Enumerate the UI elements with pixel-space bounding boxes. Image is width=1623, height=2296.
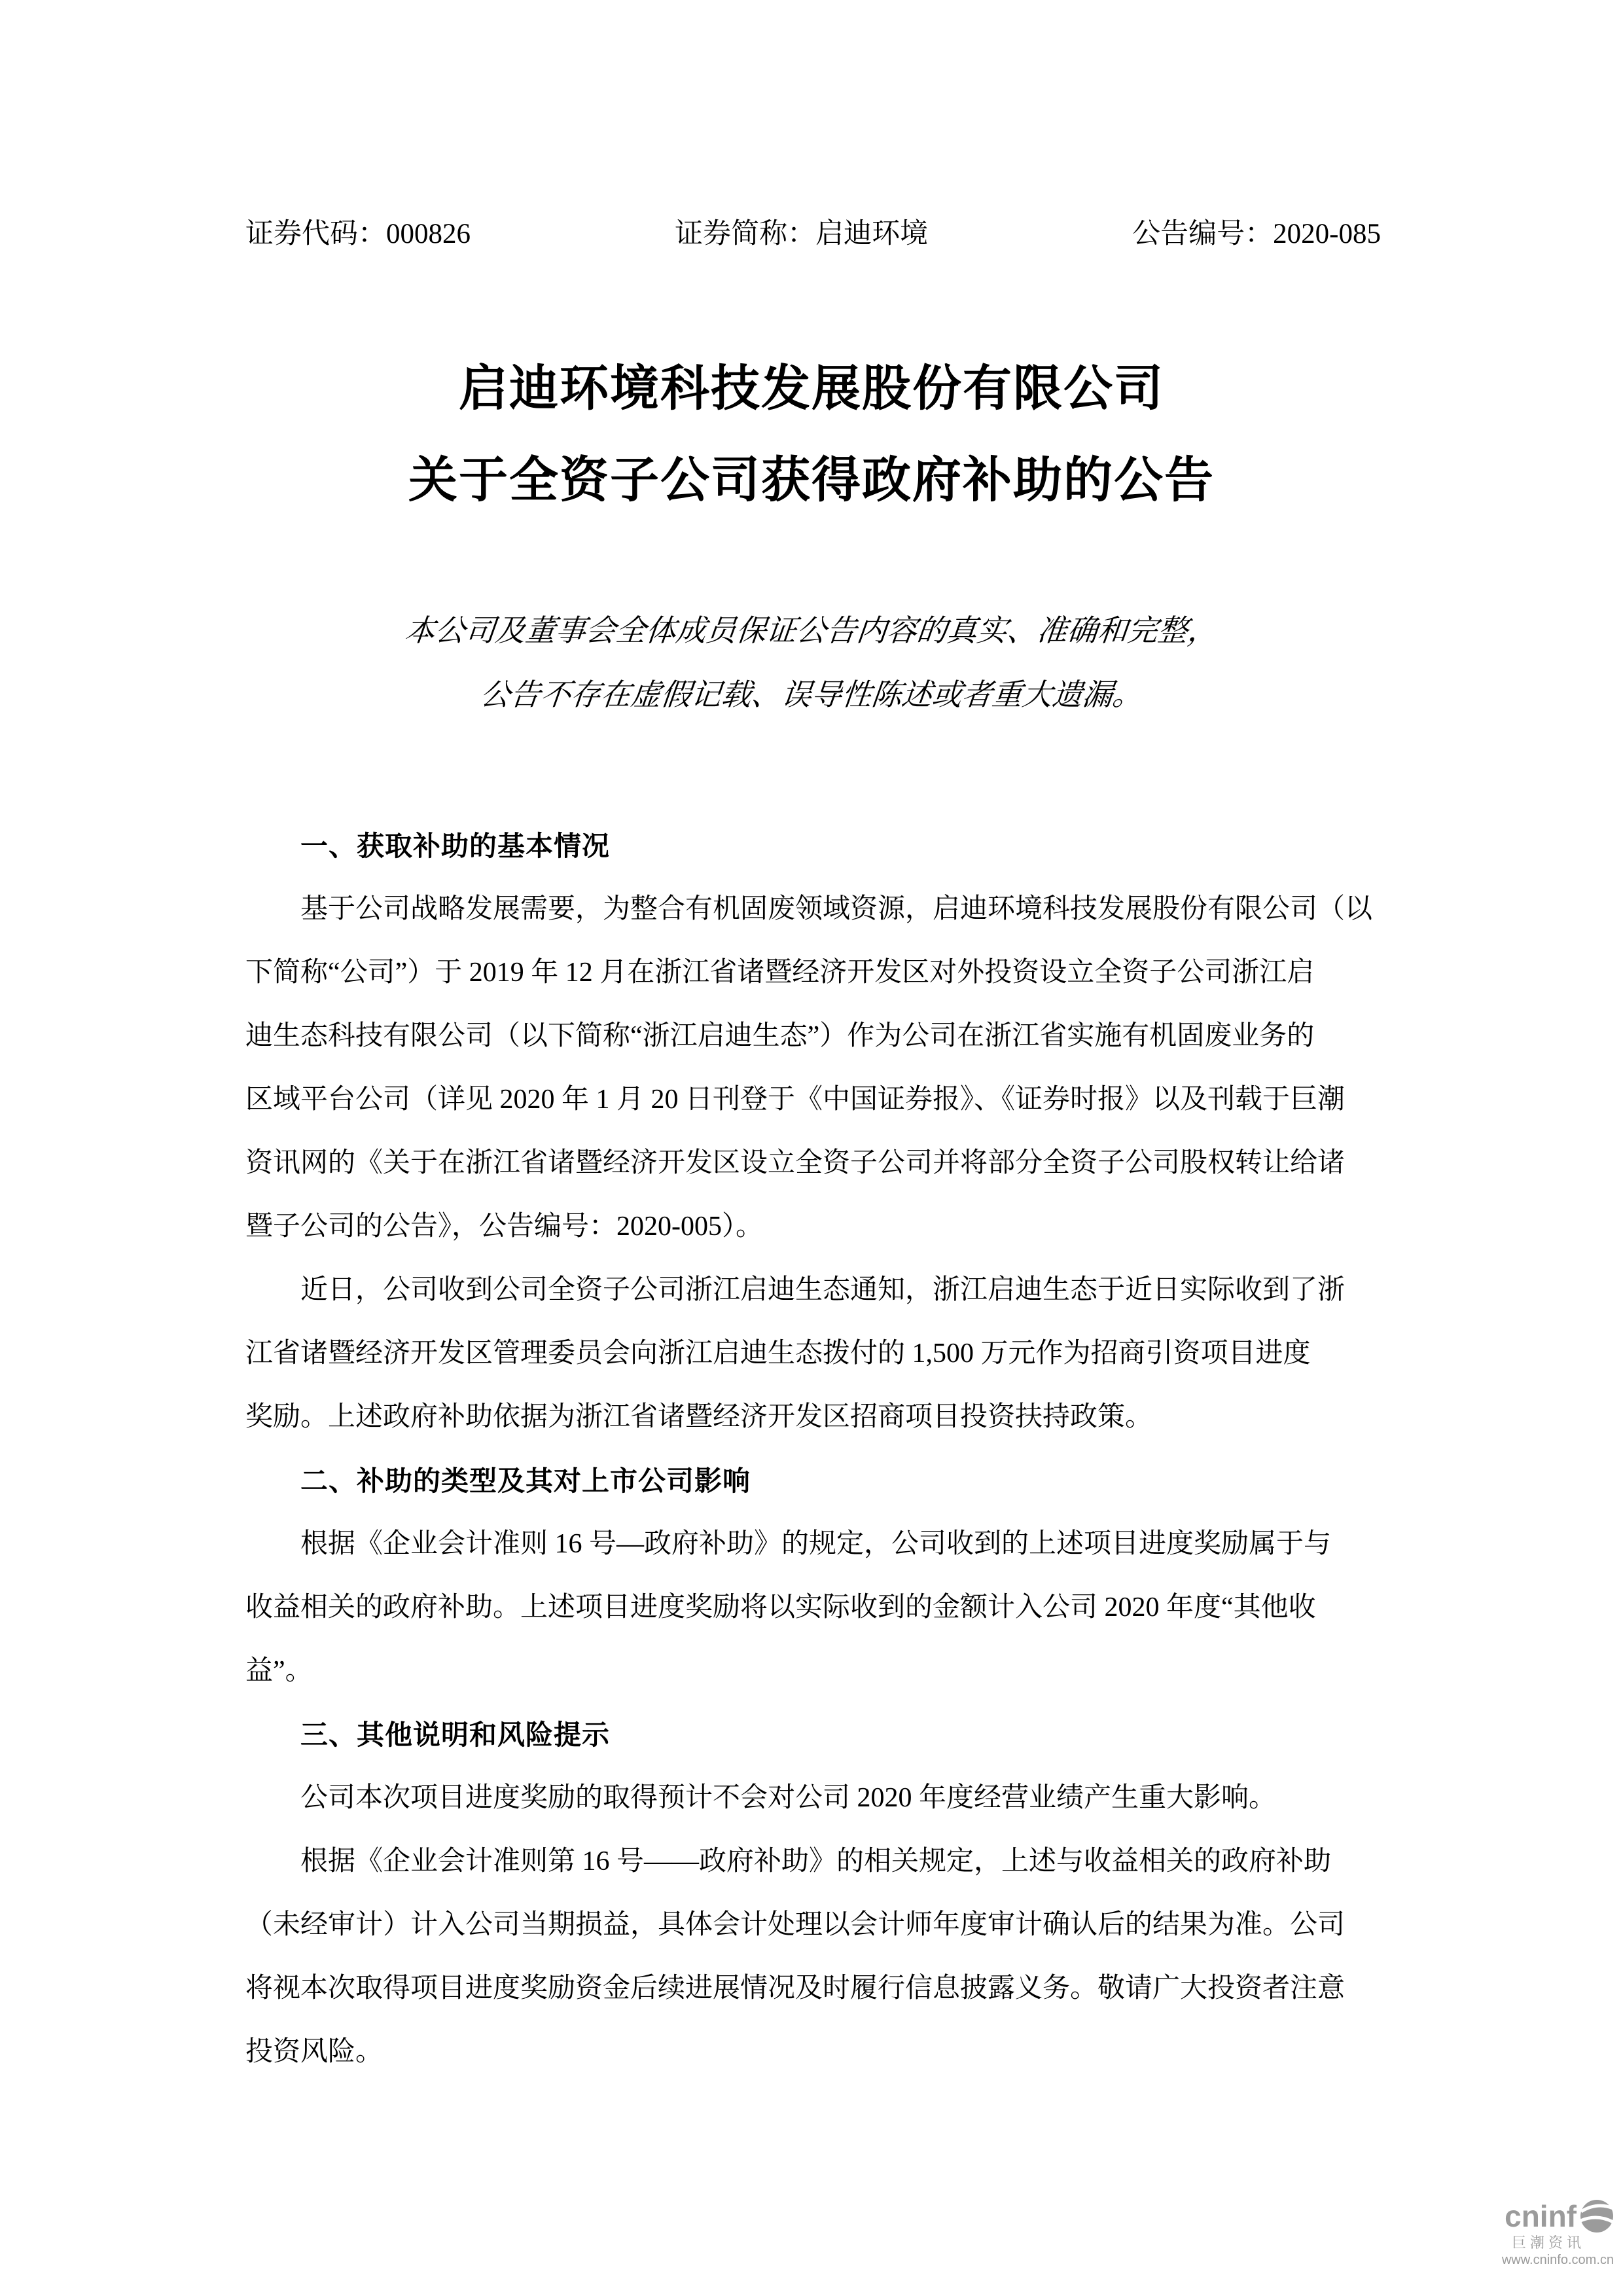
stock-code: 证券代码：000826 <box>245 219 471 249</box>
disclaimer-line-1: 本公司及董事会全体成员保证公告内容的真实、准确和完整， <box>403 614 1220 647</box>
section-3-heading: 三、其他说明和风险提示 <box>300 1719 611 1750</box>
body-line: 暨子公司的公告》，公告编号：2020-005）。 <box>245 1211 763 1242</box>
cninfo-brand-cn: 巨潮资讯 <box>1511 2234 1585 2251</box>
body-line: 近日，公司收到公司全资子公司浙江启迪生态通知，浙江启迪生态于近日实际收到了浙 <box>300 1275 1346 1305</box>
document-body <box>245 814 1387 2084</box>
body-line: 区域平台公司（详见 2020 年 1 月 20 日刊登于《中国证券报》、《证券时报》以及刊载于巨潮 <box>245 1085 1346 1115</box>
body-line: 奖励。上述政府补助依据为浙江省诸暨经济开发区招商项目投资扶持政策。 <box>245 1402 1153 1432</box>
cninfo-brand-text: cninf <box>1505 2199 1577 2233</box>
body-line: 江省诸暨经济开发区管理委员会向浙江启迪生态拨付的 1,500 万元作为招商引资项目进度 <box>245 1338 1311 1369</box>
disclaimer-line-2: 公告不存在虚假记载、误导性陈述或者重大遗漏。 <box>478 678 1145 711</box>
cninfo-url: www.cninfo.com.cn <box>1501 2253 1614 2267</box>
document-header <box>245 217 1381 251</box>
body-line: 将视本次取得项目进度奖励资金后续进展情况及时履行信息披露义务。敬请广大投资者注意 <box>245 1973 1346 2003</box>
stock-name: 证券简称：启迪环境 <box>675 219 929 249</box>
section-2-heading: 二、补助的类型及其对上市公司影响 <box>300 1465 751 1496</box>
body-line: （未经审计）计入公司当期损益，具体会计处理以会计师年度审计确认后的结果为准。公司 <box>245 1910 1346 1940</box>
body-line: 投资风险。 <box>245 2037 383 2067</box>
company-name-title: 启迪环境科技发展股份有限公司 <box>458 361 1164 416</box>
body-line: 迪生态科技有限公司（以下简称“浙江启迪生态”）作为公司在浙江省实施有机固废业务的 <box>245 1021 1315 1051</box>
cninfo-logo <box>1458 2199 1614 2267</box>
cninfo-logo-row <box>1458 2199 1614 2233</box>
body-line: 根据《企业会计准则第 16 号——政府补助》的相关规定，上述与收益相关的政府补助 <box>300 1846 1332 1876</box>
section-1-heading: 一、获取补助的基本情况 <box>300 831 611 861</box>
body-line: 益”。 <box>245 1656 313 1686</box>
body-line: 下简称“公司”）于 2019 年 12 月在浙江省诸暨经济开发区对外投资设立全资子公司浙江启 <box>245 958 1315 988</box>
body-line: 公司本次项目进度奖励的取得预计不会对公司 2020 年度经营业绩产生重大影响。 <box>300 1783 1277 1813</box>
body-line: 收益相关的政府补助。上述项目进度奖励将以实际收到的金额计入公司 2020 年度“其他收 <box>245 1592 1316 1623</box>
body-line: 资讯网的《关于在浙江省诸暨经济开发区设立全资子公司并将部分全资子公司股权转让给诸 <box>245 1148 1346 1178</box>
cninfo-globe-icon <box>1580 2199 1614 2233</box>
announcement-title: 关于全资子公司获得政府补助的公告 <box>408 452 1215 507</box>
body-line: 根据《企业会计准则 16 号—政府补助》的规定，公司收到的上述项目进度奖励属于与 <box>300 1529 1332 1559</box>
announcement-number: 公告编号：2020-085 <box>1132 219 1381 249</box>
body-line: 基于公司战略发展需要，为整合有机固废领域资源，启迪环境科技发展股份有限公司（以 <box>300 894 1373 924</box>
